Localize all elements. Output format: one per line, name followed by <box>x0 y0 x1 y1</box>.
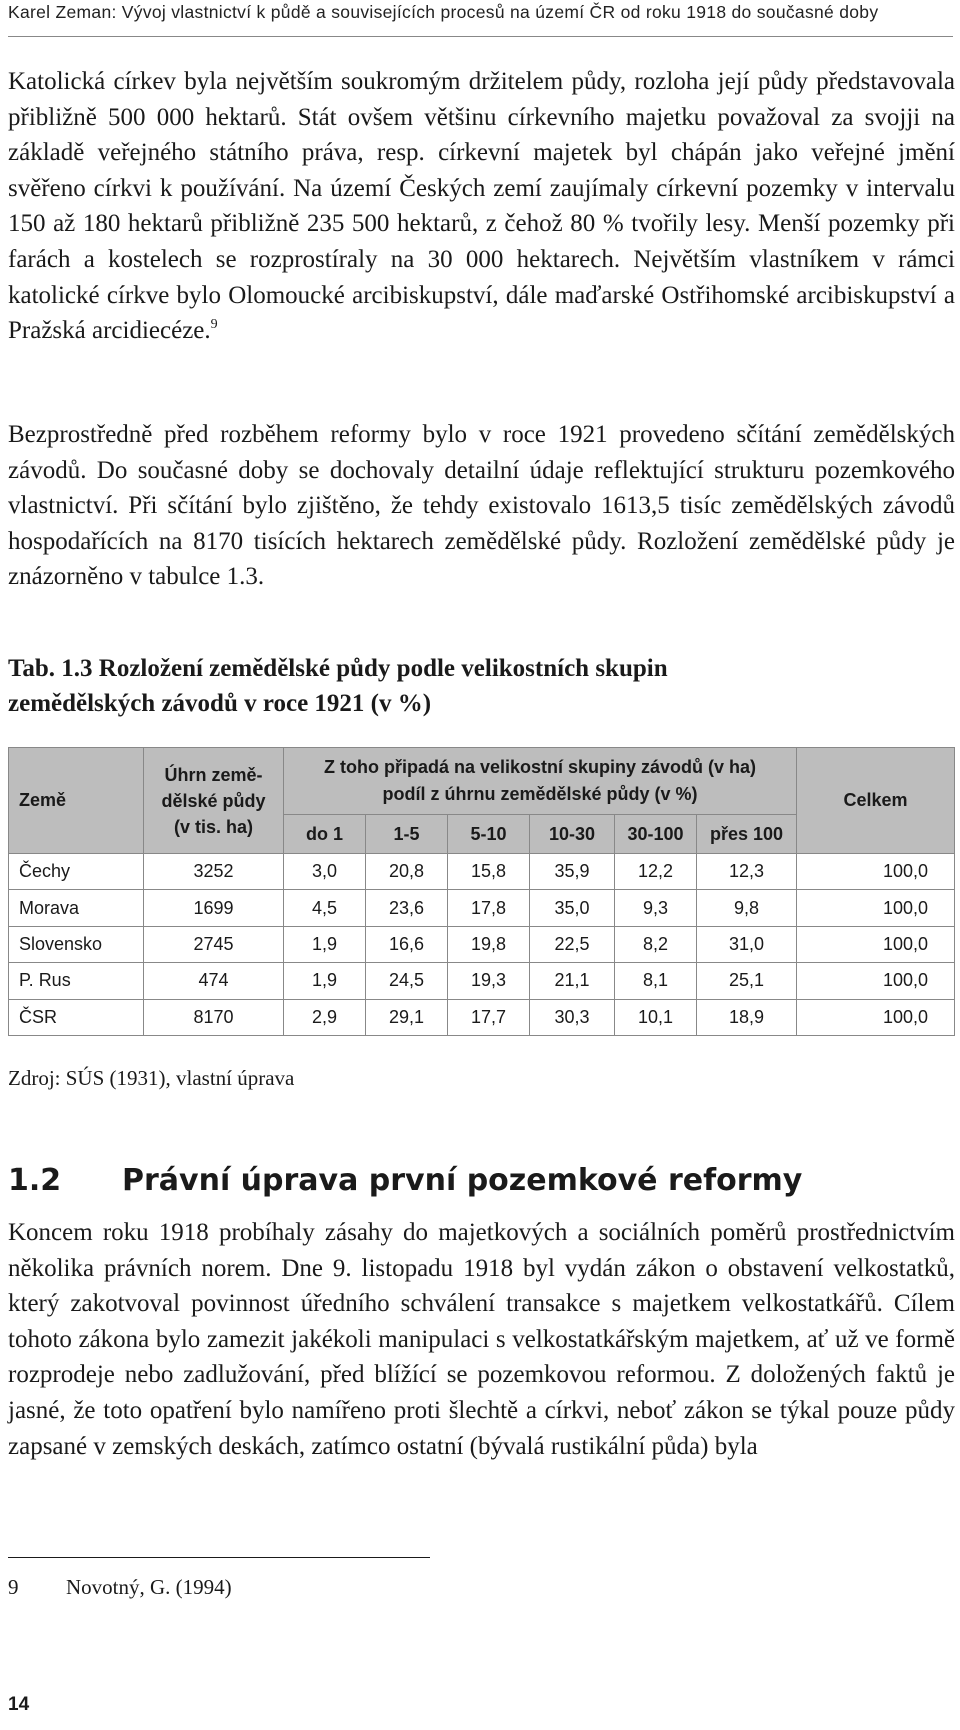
header-size-groups <box>284 748 797 815</box>
cell-value: 19,3 <box>448 963 530 999</box>
table-caption-line-2: zemědělských závodů v roce 1921 (v %) <box>8 690 432 717</box>
cell-celkem: 100,0 <box>797 999 955 1035</box>
cell-country: Čechy <box>9 854 144 890</box>
paragraph-3: Koncem roku 1918 probíhaly zásahy do majetkových a sociálních poměrů prostřednictvím několika právních norem. Dne 9. listopadu 1918 byl vydán zákon o obstavení velkostatků, který zakotvoval povinnost úředního schválení transakce s majetkem velkostatkářů. Cílem tohoto zákona bylo zamezit jakékoli manipulaci s velkostatkářským majetkem, ať už ve formě rozprodeje nebo zadlužování, před blížící se pozemkovou reformou. Z doložených faktů je jasné, že toto opatření bylo namířeno proti šlechtě a církvi, neboť zákon se týkal pouze půdy zapsané v zemských deskách, zatímco ostatní (bývalá rustikální půda) byla <box>8 1219 955 1460</box>
cell-value: 21,1 <box>530 963 615 999</box>
cell-value: 2,9 <box>284 999 366 1035</box>
section-heading <box>8 1163 948 1198</box>
cell-value: 9,8 <box>697 890 797 926</box>
cell-uhrn: 3252 <box>144 854 284 890</box>
cell-country: P. Rus <box>9 963 144 999</box>
cell-value: 23,6 <box>366 890 448 926</box>
section-number: 1.2 <box>8 1163 62 1198</box>
cell-value: 4,5 <box>284 890 366 926</box>
header-uhrn-line-2: dělské půdy <box>161 790 266 811</box>
header-size-groups-line-1: Z toho připadá na velikostní skupiny závodů (v ha) <box>323 757 757 777</box>
table-caption-line-1: Tab. 1.3 Rozložení zemědělské půdy podle velikostních skupin <box>8 655 668 682</box>
cell-value: 9,3 <box>615 890 697 926</box>
cell-value: 8,1 <box>615 963 697 999</box>
cell-uhrn: 2745 <box>144 926 284 962</box>
footnote-divider <box>8 1557 430 1558</box>
paragraph-1-text: Katolická církev byla největším soukromým držitelem půdy, rozloha její půdy představovala přibližně 500 000 hektarů. Stát ovšem většinu církevního majetku považoval za svojji na základě veřejného státního práva, resp. církevní majetek byl chápán jako veřejné jmění svěřeno církvi k používání. Na území Českých zemí zaujímaly církevní pozemky v intervalu 150 až 180 hektarů přibližně 235 500 hektarů, z čehož 80 % tvořily lesy. Menší pozemky při farách a kostelech se rozprostíraly na 30 000 hektarech. Největším vlastníkem v rámci katolické církve bylo Olomoucké arcibiskupství, dále maďarské Ostřihomské arcibiskupství a Pražská arcidiecéze. <box>8 68 955 345</box>
cell-country: Morava <box>9 890 144 926</box>
footnote <box>8 1575 232 1600</box>
header-size-groups-line-2: podíl z úhrnu zemědělské půdy (v %) <box>382 784 698 804</box>
header-do-1: do 1 <box>284 815 366 854</box>
cell-value: 1,9 <box>284 963 366 999</box>
header-zeme: Země <box>9 748 144 854</box>
header-1-5: 1-5 <box>366 815 448 854</box>
cell-value: 24,5 <box>366 963 448 999</box>
cell-celkem: 100,0 <box>797 890 955 926</box>
cell-value: 29,1 <box>366 999 448 1035</box>
footnote-number: 9 <box>8 1575 19 1599</box>
header-10-30: 10-30 <box>530 815 615 854</box>
cell-value: 12,2 <box>615 854 697 890</box>
table-row <box>9 890 955 926</box>
header-30-100: 30-100 <box>615 815 697 854</box>
table-caption <box>8 651 908 721</box>
cell-value: 15,8 <box>448 854 530 890</box>
cell-value: 3,0 <box>284 854 366 890</box>
cell-country: Slovensko <box>9 926 144 962</box>
cell-celkem: 100,0 <box>797 854 955 890</box>
header-uhrn-line-1: Úhrn země- <box>164 764 263 785</box>
running-header: Karel Zeman: Vývoj vlastnictví k půdě a souvisejících procesů na území ČR od roku 1918 do současné doby <box>8 2 879 22</box>
cell-value: 8,2 <box>615 926 697 962</box>
cell-uhrn: 8170 <box>144 999 284 1035</box>
cell-value: 1,9 <box>284 926 366 962</box>
header-uhrn <box>144 748 284 854</box>
header-rule <box>8 36 953 37</box>
cell-celkem: 100,0 <box>797 926 955 962</box>
cell-value: 19,8 <box>448 926 530 962</box>
paragraph-1 <box>8 64 955 349</box>
header-pres-100: přes 100 <box>697 815 797 854</box>
cell-value: 12,3 <box>697 854 797 890</box>
cell-value: 25,1 <box>697 963 797 999</box>
cell-value: 35,9 <box>530 854 615 890</box>
cell-value: 10,1 <box>615 999 697 1035</box>
cell-uhrn: 474 <box>144 963 284 999</box>
cell-value: 17,8 <box>448 890 530 926</box>
cell-value: 16,6 <box>366 926 448 962</box>
cell-value: 31,0 <box>697 926 797 962</box>
footnote-reference[interactable]: 9 <box>210 317 218 333</box>
land-distribution-table <box>8 747 955 1036</box>
header-celkem: Celkem <box>797 748 955 854</box>
table-row <box>9 854 955 890</box>
cell-value: 20,8 <box>366 854 448 890</box>
header-5-10: 5-10 <box>448 815 530 854</box>
cell-value: 18,9 <box>697 999 797 1035</box>
table-source: Zdroj: SÚS (1931), vlastní úprava <box>8 1066 295 1090</box>
table-row <box>9 926 955 962</box>
cell-value: 35,0 <box>530 890 615 926</box>
paragraph-2: Bezprostředně před rozběhem reformy bylo v roce 1921 provedeno sčítání zemědělských závodů. Do současné doby se dochovaly detailní údaje reflektující strukturu pozemkového vlastnictví. Při sčítání bylo zjištěno, že tehdy existovalo 1613,5 tisíc zemědělských závodů hospodařících na 8170 tisících hektarech zemědělské půdy. Rozložení zemědělské půdy je znázorněno v tabulce 1.3. <box>8 421 955 591</box>
table-row <box>9 963 955 999</box>
cell-celkem: 100,0 <box>797 963 955 999</box>
cell-value: 17,7 <box>448 999 530 1035</box>
cell-value: 30,3 <box>530 999 615 1035</box>
table-row <box>9 999 955 1035</box>
section-title: Právní úprava první pozemkové reformy <box>122 1163 803 1198</box>
cell-uhrn: 1699 <box>144 890 284 926</box>
cell-country: ČSR <box>9 999 144 1035</box>
footnote-text: Novotný, G. (1994) <box>66 1575 232 1599</box>
cell-value: 22,5 <box>530 926 615 962</box>
header-uhrn-line-3: (v tis. ha) <box>173 816 253 837</box>
page-number: 14 <box>8 1694 30 1715</box>
